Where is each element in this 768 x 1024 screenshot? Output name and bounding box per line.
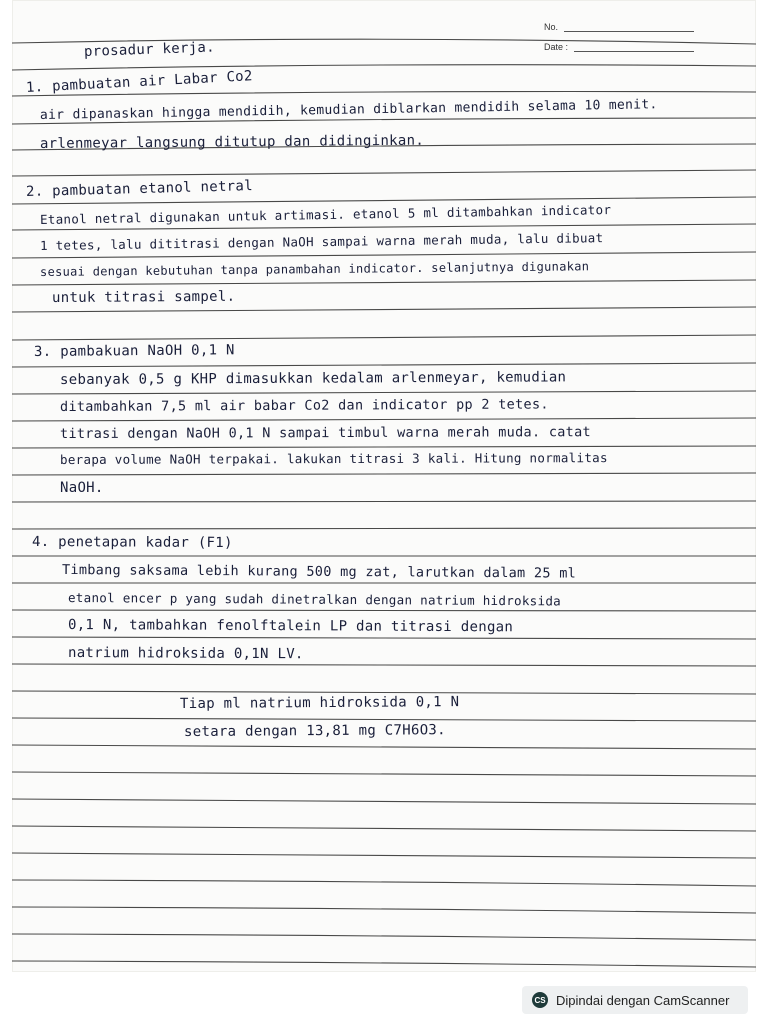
section-2-line-4: untuk titrasi sampel. <box>51 288 236 306</box>
equivalence-line-1: Tiap ml natrium hidroksida 0,1 N <box>179 694 460 712</box>
section-3-line-4: berapa volume NaOH terpakai. lakukan titrasi 3 kali. Hitung normalitas <box>59 450 608 467</box>
section-4-line-4: natrium hidroksida 0,1N LV. <box>67 645 304 663</box>
section-3-line-5: NaOH. <box>60 480 104 496</box>
section-1-heading: 1. pambuatan air Labar Co2 <box>25 68 254 96</box>
section-2-line-1: Etanol netral digunakan untuk artimasi. etanol 5 ml ditambahkan indicator <box>39 202 612 227</box>
section-2-line-3: sesuai dengan kebutuhan tanpa panambahan indicator. selanjutnya digunakan <box>39 259 590 279</box>
section-1-line-1: air dipanaskan hingga mendidih, kemudian diblarkan mendidih selama 10 menit. <box>39 97 658 123</box>
equivalence-line-2: setara dengan 13,81 mg C7H6O3. <box>183 722 446 740</box>
section-3-heading: 3. pambakuan NaOH 0,1 N <box>33 342 235 360</box>
date-label: Date : <box>544 42 569 52</box>
section-4-line-3: 0,1 N, tambahkan fenolftalein LP dan titrasi dengan <box>67 617 514 636</box>
section-3-line-1: sebanyak 0,5 g KHP dimasukkan kedalam arlenmeyar, kemudian <box>59 369 567 388</box>
section-2-heading: 2. pambuatan etanol netral <box>25 178 254 200</box>
note-title: prosadur kerja. <box>83 39 216 60</box>
section-3-line-2: ditambahkan 7,5 ml air babar Co2 dan indicator pp 2 tetes. <box>59 396 549 415</box>
section-4-line-2: etanol encer p yang sudah dinetralkan dengan natrium hidroksida <box>67 590 562 609</box>
section-3-line-3: titrasi dengan NaOH 0,1 N sampai timbul warna merah muda. catat <box>59 424 591 442</box>
handwritten-notes <box>12 0 756 972</box>
section-4-line-1: Timbang saksama lebih kurang 500 mg zat, larutkan dalam 25 ml <box>61 562 577 582</box>
camscanner-label: Dipindai dengan CamScanner <box>556 992 730 1008</box>
number-label: No. <box>544 22 559 32</box>
section-2-line-2: 1 tetes, lalu dititrasi dengan NaOH sampai warna merah muda, lalu dibuat <box>39 230 604 253</box>
camscanner-watermark <box>522 986 748 1014</box>
camscanner-logo-icon: CS <box>532 992 548 1008</box>
section-1-line-2: arlenmeyar langsung ditutup dan didinginkan. <box>39 132 425 152</box>
section-4-heading: 4. penetapan kadar (F1) <box>31 534 233 552</box>
notebook-page <box>12 0 756 972</box>
